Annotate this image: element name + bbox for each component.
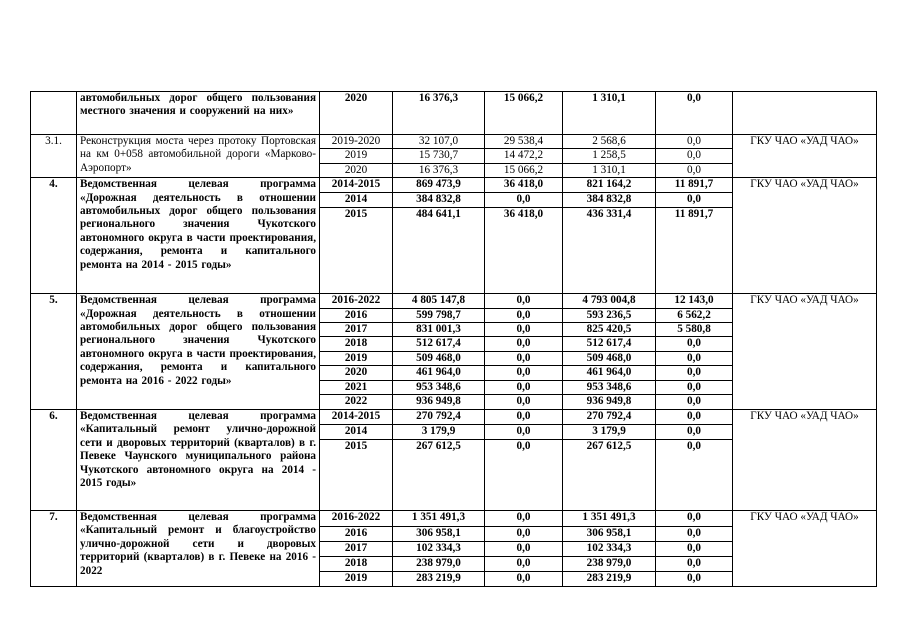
total-cell: 16 376,3 [393,92,485,135]
regional-budget-cell: 270 792,4 [563,410,656,425]
regional-budget-cell: 436 331,4 [563,208,656,294]
year-cell: 2016-2022 [320,294,393,308]
table-row [31,178,877,193]
regional-budget-cell: 1 258,5 [563,149,656,163]
federal-budget-cell: 15 066,2 [485,163,563,177]
local-budget-cell: 0,0 [656,527,733,542]
total-cell: 16 376,3 [393,163,485,177]
local-budget-cell: 0,0 [656,351,733,365]
local-budget-cell: 0,0 [656,410,733,425]
row-number-cell: 7. [31,511,77,587]
local-budget-cell: 0,0 [656,380,733,394]
local-budget-cell: 0,0 [656,149,733,163]
regional-budget-cell: 238 979,0 [563,557,656,572]
row-number-cell: 3.1. [31,135,77,178]
year-cell: 2020 [320,163,393,177]
measure-name-cell: Ведомственная целевая программа «Дорожная деятельность в отношении автомобильных дорог общего пользования регионального значения Чукотского автономного округа в части проектирования, содержания, ремонта и капитального ремонта на 2016 - 2022 годы» [77,294,320,410]
total-cell: 32 107,0 [393,135,485,149]
year-cell: 2016 [320,527,393,542]
federal-budget-cell: 36 418,0 [485,178,563,193]
total-cell: 15 730,7 [393,149,485,163]
local-budget-cell: 0,0 [656,193,733,208]
regional-budget-cell: 384 832,8 [563,193,656,208]
federal-budget-cell: 0,0 [485,366,563,380]
total-cell: 869 473,9 [393,178,485,193]
measure-name-cell: автомобильных дорог общего пользования местного значения и сооружений на них» [77,92,320,135]
federal-budget-cell: 0,0 [485,511,563,527]
year-cell: 2016-2022 [320,511,393,527]
federal-budget-cell: 0,0 [485,572,563,587]
row-number-cell [31,92,77,135]
executor-cell: ГКУ ЧАО «УАД ЧАО» [733,294,877,410]
year-cell: 2017 [320,542,393,557]
local-budget-cell: 0,0 [656,395,733,410]
year-cell: 2019 [320,572,393,587]
local-budget-cell: 11 891,7 [656,178,733,193]
total-cell: 267 612,5 [393,440,485,511]
federal-budget-cell: 0,0 [485,557,563,572]
year-cell: 2015 [320,440,393,511]
year-cell: 2020 [320,366,393,380]
regional-budget-cell: 825 420,5 [563,323,656,337]
total-cell: 102 334,3 [393,542,485,557]
regional-budget-cell: 821 164,2 [563,178,656,193]
executor-cell: ГКУ ЧАО «УАД ЧАО» [733,178,877,294]
table-row [31,410,877,425]
federal-budget-cell: 0,0 [485,351,563,365]
federal-budget-cell: 29 538,4 [485,135,563,149]
local-budget-cell: 0,0 [656,92,733,135]
federal-budget-cell: 36 418,0 [485,208,563,294]
federal-budget-cell: 0,0 [485,542,563,557]
federal-budget-cell: 0,0 [485,425,563,440]
federal-budget-cell: 0,0 [485,294,563,308]
executor-cell: ГКУ ЧАО «УАД ЧАО» [733,135,877,178]
budget-table [30,91,877,587]
total-cell: 1 351 491,3 [393,511,485,527]
year-cell: 2017 [320,323,393,337]
local-budget-cell: 12 143,0 [656,294,733,308]
total-cell: 461 964,0 [393,366,485,380]
local-budget-cell: 0,0 [656,163,733,177]
year-cell: 2015 [320,208,393,294]
year-cell: 2014-2015 [320,178,393,193]
measure-name-cell: Ведомственная целевая программа «Капитальный ремонт и благоустройство улично-дорожной сети и дворовых территорий (кварталов) в г. Певеке на 2016 - 2022 [77,511,320,587]
local-budget-cell: 0,0 [656,425,733,440]
year-cell: 2021 [320,380,393,394]
regional-budget-cell: 953 348,6 [563,380,656,394]
executor-cell [733,92,877,135]
regional-budget-cell: 512 617,4 [563,337,656,351]
year-cell: 2020 [320,92,393,135]
local-budget-cell: 0,0 [656,557,733,572]
regional-budget-cell: 1 310,1 [563,163,656,177]
local-budget-cell: 0,0 [656,572,733,587]
federal-budget-cell: 0,0 [485,323,563,337]
table-row [31,511,877,527]
total-cell: 484 641,1 [393,208,485,294]
regional-budget-cell: 461 964,0 [563,366,656,380]
regional-budget-cell: 936 949,8 [563,395,656,410]
year-cell: 2022 [320,395,393,410]
local-budget-cell: 0,0 [656,542,733,557]
row-number-cell: 5. [31,294,77,410]
measure-name-cell: Ведомственная целевая программа «Дорожная деятельность в отношении автомобильных дорог общего пользования регионального значения Чукотского автономного округа в части проектирования, содержания, ремонта и капитального ремонта на 2014 - 2015 годы» [77,178,320,294]
federal-budget-cell: 0,0 [485,395,563,410]
federal-budget-cell: 0,0 [485,440,563,511]
federal-budget-cell: 0,0 [485,193,563,208]
local-budget-cell: 5 580,8 [656,323,733,337]
executor-cell: ГКУ ЧАО «УАД ЧАО» [733,410,877,511]
measure-name-cell: Реконструкция моста через протоку Портовская на км 0+058 автомобильной дороги «Марково-Аэропорт» [77,135,320,178]
federal-budget-cell: 0,0 [485,527,563,542]
total-cell: 599 798,7 [393,308,485,322]
total-cell: 283 219,9 [393,572,485,587]
regional-budget-cell: 593 236,5 [563,308,656,322]
year-cell: 2014-2015 [320,410,393,425]
federal-budget-cell: 0,0 [485,308,563,322]
regional-budget-cell: 3 179,9 [563,425,656,440]
row-number-cell: 6. [31,410,77,511]
regional-budget-cell: 2 568,6 [563,135,656,149]
local-budget-cell: 6 562,2 [656,308,733,322]
local-budget-cell: 11 891,7 [656,208,733,294]
total-cell: 936 949,8 [393,395,485,410]
total-cell: 953 348,6 [393,380,485,394]
local-budget-cell: 0,0 [656,366,733,380]
total-cell: 831 001,3 [393,323,485,337]
federal-budget-cell: 15 066,2 [485,92,563,135]
federal-budget-cell: 0,0 [485,410,563,425]
year-cell: 2019 [320,351,393,365]
year-cell: 2014 [320,425,393,440]
executor-cell: ГКУ ЧАО «УАД ЧАО» [733,511,877,587]
year-cell: 2018 [320,337,393,351]
regional-budget-cell: 509 468,0 [563,351,656,365]
year-cell: 2019 [320,149,393,163]
federal-budget-cell: 0,0 [485,380,563,394]
table-row [31,294,877,308]
regional-budget-cell: 267 612,5 [563,440,656,511]
regional-budget-cell: 283 219,9 [563,572,656,587]
measure-name-cell: Ведомственная целевая программа «Капитальный ремонт улично-дорожной сети и дворовых территорий (кварталов) в г. Певеке Чаунского муниципального района Чукотского автономного округа на 2014 - 2015 годы» [77,410,320,511]
federal-budget-cell: 0,0 [485,337,563,351]
table-row [31,135,877,149]
year-cell: 2018 [320,557,393,572]
total-cell: 4 805 147,8 [393,294,485,308]
year-cell: 2016 [320,308,393,322]
total-cell: 306 958,1 [393,527,485,542]
local-budget-cell: 0,0 [656,337,733,351]
budget-table-body [31,92,877,587]
local-budget-cell: 0,0 [656,440,733,511]
federal-budget-cell: 14 472,2 [485,149,563,163]
total-cell: 384 832,8 [393,193,485,208]
regional-budget-cell: 306 958,1 [563,527,656,542]
year-cell: 2019-2020 [320,135,393,149]
regional-budget-cell: 4 793 004,8 [563,294,656,308]
regional-budget-cell: 1 351 491,3 [563,511,656,527]
local-budget-cell: 0,0 [656,135,733,149]
total-cell: 238 979,0 [393,557,485,572]
total-cell: 270 792,4 [393,410,485,425]
regional-budget-cell: 102 334,3 [563,542,656,557]
total-cell: 3 179,9 [393,425,485,440]
local-budget-cell: 0,0 [656,511,733,527]
row-number-cell: 4. [31,178,77,294]
table-row [31,92,877,135]
year-cell: 2014 [320,193,393,208]
total-cell: 509 468,0 [393,351,485,365]
regional-budget-cell: 1 310,1 [563,92,656,135]
total-cell: 512 617,4 [393,337,485,351]
